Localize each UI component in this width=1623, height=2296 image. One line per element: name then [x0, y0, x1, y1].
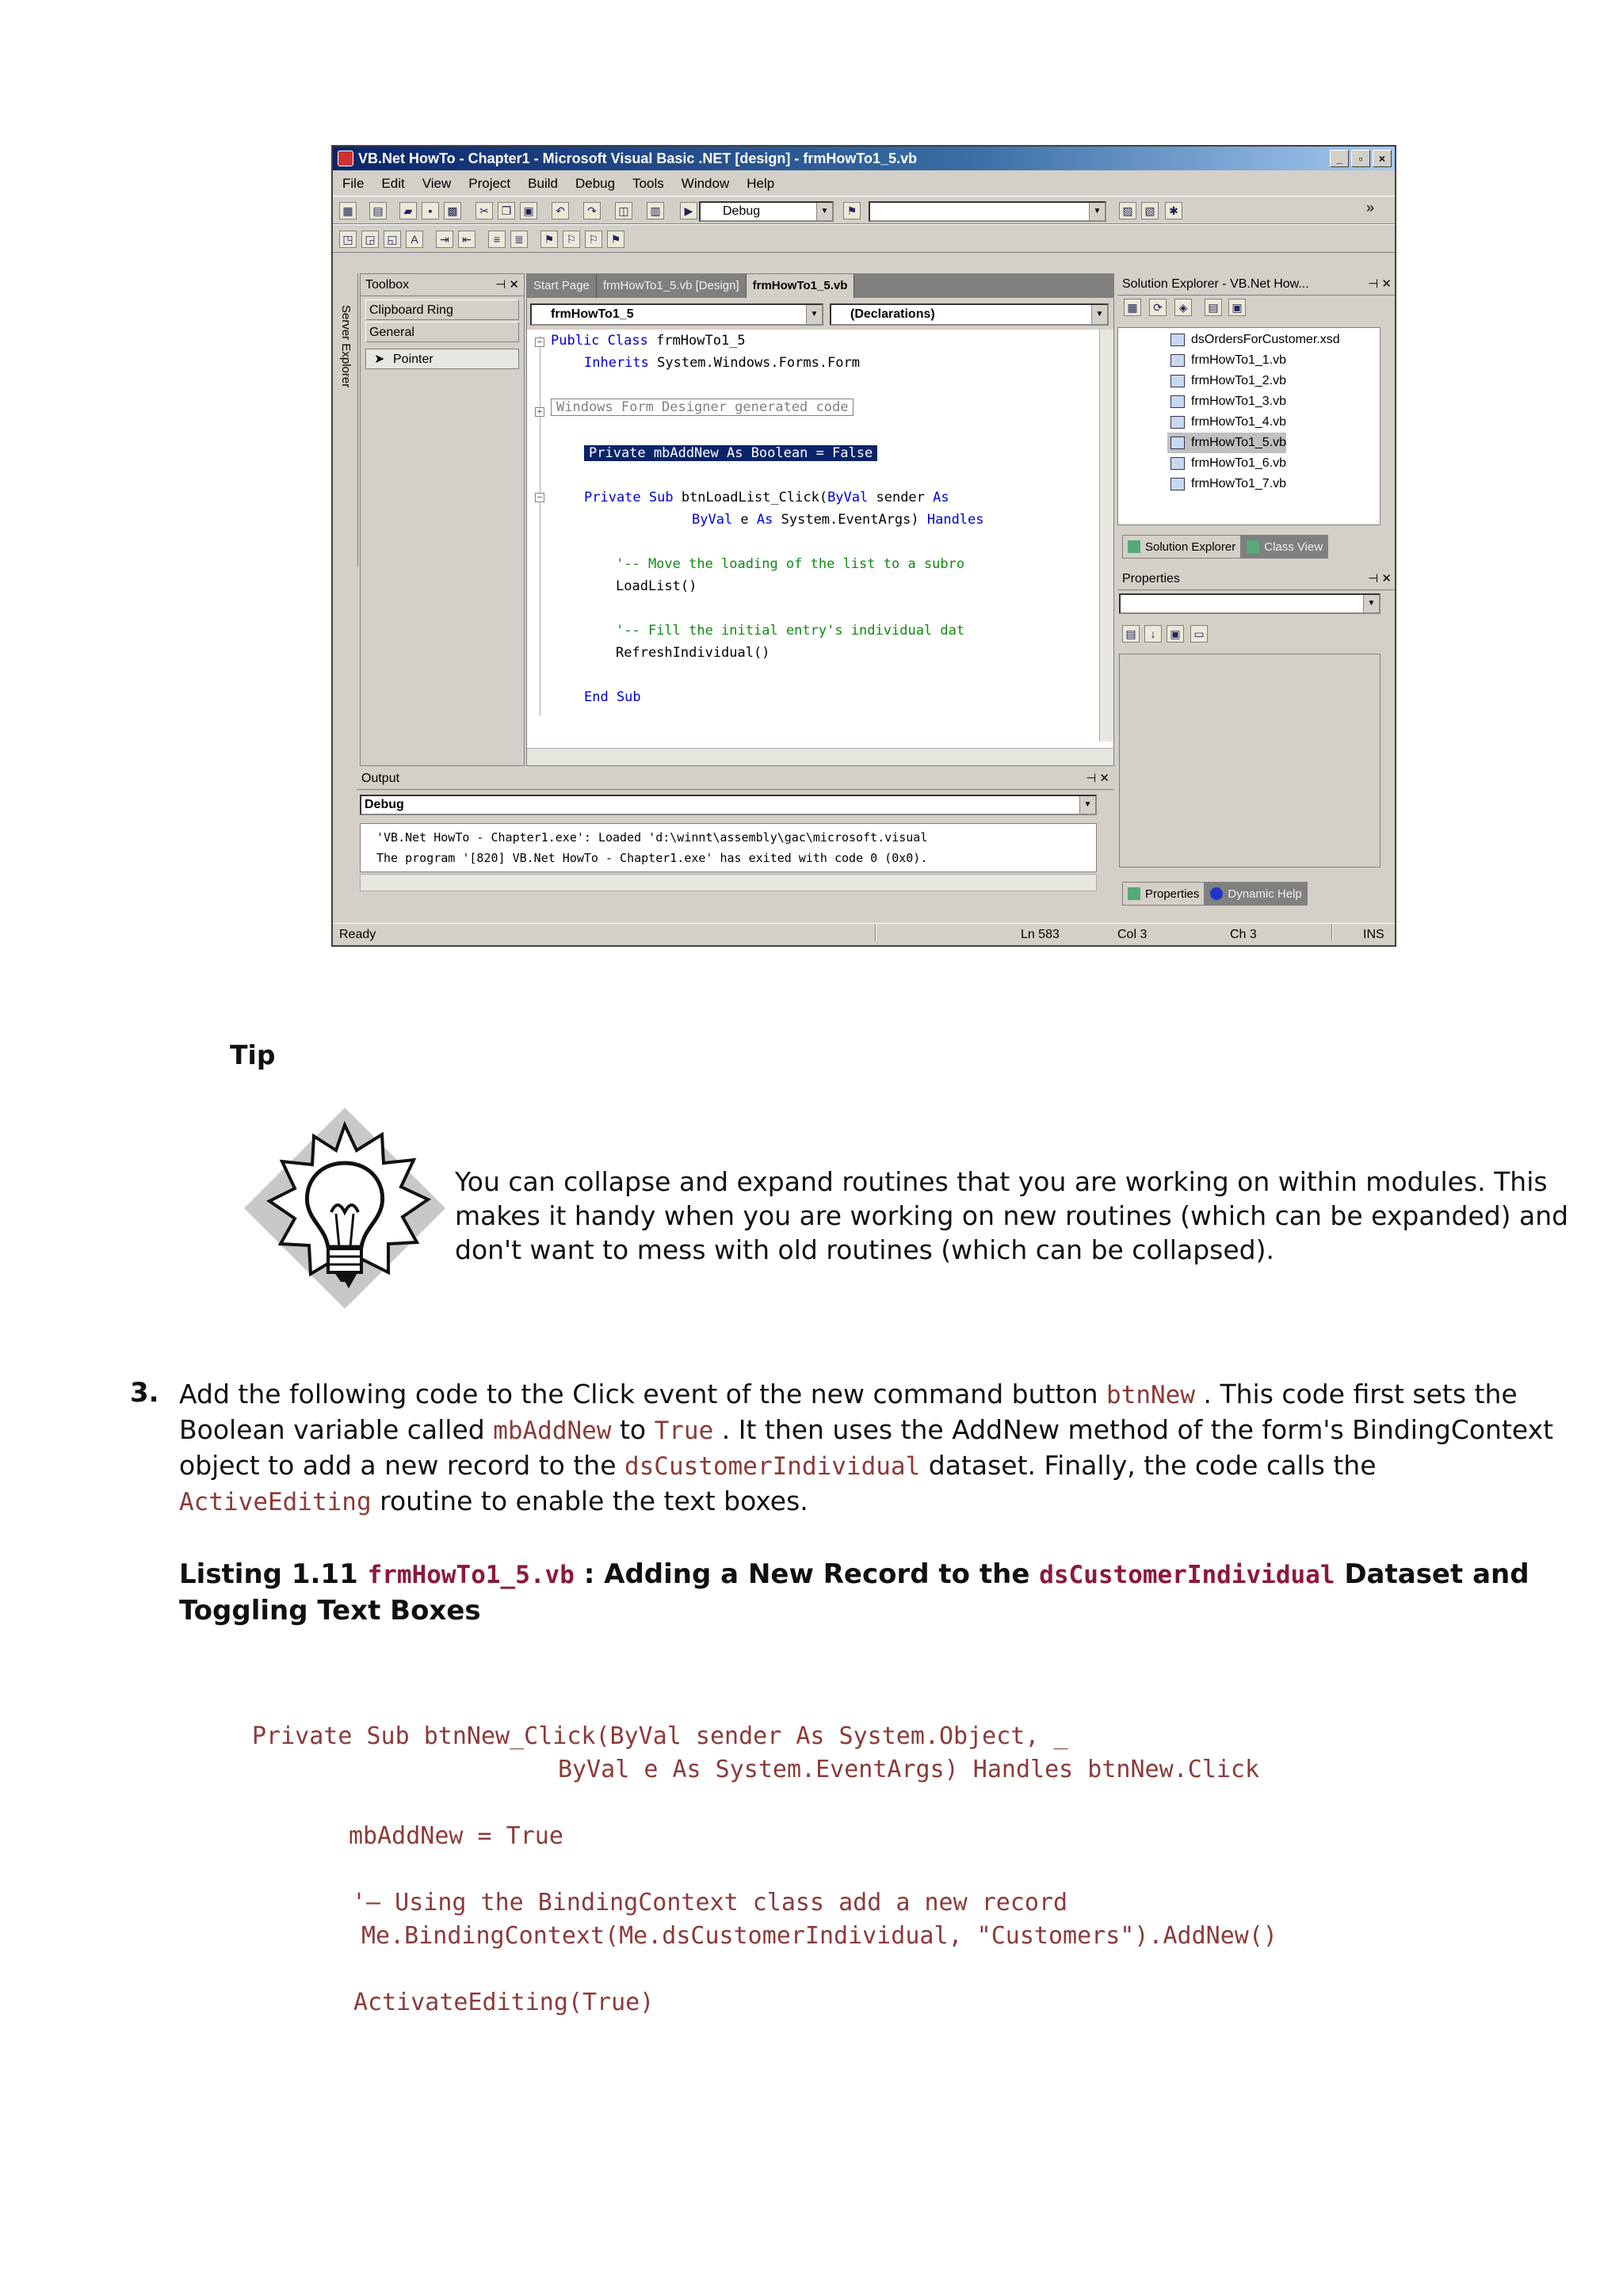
code-comment: '-- Move the loading of the list to a subro	[616, 556, 965, 572]
listing-caption	[179, 1557, 1566, 1629]
start-icon[interactable]: ▶	[680, 202, 697, 219]
pin-icon[interactable]: ⊣ ✕	[1086, 772, 1109, 785]
output-text[interactable]	[360, 823, 1097, 872]
outdent-icon[interactable]: ⇤	[458, 231, 475, 248]
vb-file-icon	[1170, 354, 1185, 367]
cut-icon[interactable]: ✂	[475, 202, 493, 219]
status-column: Col 3	[1117, 928, 1148, 941]
window-title: VB.Net HowTo - Chapter1 - Microsoft Visual Basic .NET [design] - frmHowTo1_5.vb	[358, 151, 918, 166]
status-bar	[333, 923, 1395, 945]
output-header	[357, 768, 1114, 790]
solution-config-combo[interactable]	[699, 201, 834, 222]
status-divider	[1331, 924, 1333, 941]
member-combo-value: (Declarations)	[850, 307, 935, 321]
status-ready: Ready	[339, 928, 376, 941]
solution-explorer-icon[interactable]: ▨	[1119, 202, 1136, 219]
output-line: The program '[820] VB.Net HowTo - Chapter1.exe' has exited with code 0 (0x0).	[376, 851, 928, 865]
status-ins: INS	[1363, 928, 1384, 941]
step-text: to	[611, 1414, 655, 1445]
tab-label: Dynamic Help	[1228, 887, 1302, 901]
view-designer-icon[interactable]: ▤	[1205, 299, 1222, 316]
uncomment-icon[interactable]: ≣	[510, 231, 528, 248]
toolbox-item-pointer[interactable]	[365, 349, 519, 369]
vb-file-icon	[1170, 416, 1185, 429]
next-bookmark-icon[interactable]: ⚐	[563, 231, 580, 248]
tab-solution-explorer[interactable]	[1122, 535, 1241, 559]
tree-item-label: frmHowTo1_7.vb	[1191, 477, 1287, 490]
indent-icon[interactable]: ⇥	[436, 231, 453, 248]
align-icon[interactable]: ◳	[339, 231, 357, 248]
solution-tabs	[1122, 535, 1328, 559]
step-number: 3.	[130, 1377, 159, 1409]
tree-item[interactable]	[1167, 412, 1286, 433]
tab-label: Properties	[1145, 887, 1200, 901]
clear-bookmarks-icon[interactable]: ⚑	[607, 231, 624, 248]
tab-form-design[interactable]: frmHowTo1_5.vb [Design]	[597, 274, 747, 298]
properties-icon[interactable]: ▣	[1228, 299, 1246, 316]
code-line: ActivateEditing(True)	[353, 1989, 655, 2016]
output-panel	[357, 768, 1114, 918]
selected-code-line: Private mbAddNew As Boolean = False	[584, 445, 877, 461]
vertical-scrollbar[interactable]	[1099, 330, 1113, 742]
tree-item-selected[interactable]	[1167, 433, 1286, 453]
categorized-icon[interactable]: ▤	[1122, 625, 1140, 643]
tree-item-label: frmHowTo1_2.vb	[1191, 374, 1287, 387]
toolbox-group-general[interactable]: General	[365, 322, 519, 342]
code-text: frmHowTo1_5	[647, 333, 746, 349]
tab-code-file[interactable]: frmHowTo1_5.vb	[747, 274, 855, 298]
chevron-down-icon: ▼	[1363, 595, 1379, 612]
maximize-button[interactable]: ▫	[1351, 150, 1370, 167]
refresh-icon[interactable]: ⟳	[1149, 299, 1167, 316]
property-pages-icon[interactable]: ▭	[1190, 625, 1208, 643]
properties-tabs	[1122, 882, 1308, 906]
code-inline: btnNew	[1106, 1381, 1195, 1409]
vb-file-icon	[1170, 395, 1185, 408]
comment-icon[interactable]: ≡	[488, 231, 506, 248]
close-button[interactable]: ×	[1373, 150, 1392, 167]
menu-file[interactable]: File	[342, 176, 365, 191]
tip-text: You can collapse and expand routines that you are working on within modules. This makes it handy when you are working on new routines (which can be expanded) and don't want to mess with old routines (which can be collapsed).	[455, 1166, 1569, 1265]
find-icon[interactable]: ⚑	[843, 202, 861, 219]
menu-tools[interactable]: Tools	[632, 176, 664, 191]
code-text: LoadList()	[616, 578, 697, 594]
output-source-combo[interactable]	[360, 795, 1097, 815]
listing-text: Dataset and Toggling Text Boxes	[179, 1558, 1529, 1627]
editor-tabs	[527, 274, 1113, 298]
code-line: '— Using the BindingContext class add a new record	[352, 1889, 1068, 1917]
code-inline: True	[654, 1417, 714, 1445]
find-combo[interactable]	[869, 201, 1106, 222]
code-text: System.EventArgs)	[773, 512, 927, 528]
toolbox-icon[interactable]: ✱	[1165, 202, 1182, 219]
code-text: e	[732, 512, 757, 528]
solution-icon	[1128, 540, 1140, 553]
tree-item-label: frmHowTo1_6.vb	[1191, 456, 1287, 470]
code-line: Me.BindingContext(Me.dsCustomerIndividual, "Customers").AddNew()	[361, 1922, 1277, 1950]
class-combo[interactable]	[530, 303, 823, 326]
code-text: sender	[868, 490, 934, 505]
tree-item-label: frmHowTo1_3.vb	[1191, 395, 1287, 408]
tree-item-label: frmHowTo1_5.vb	[1191, 436, 1287, 449]
server-explorer-label: Server Explorer	[339, 305, 353, 388]
tree-item[interactable]	[1167, 371, 1286, 391]
tile-icon[interactable]: ▥	[647, 202, 664, 219]
class-combo-value: frmHowTo1_5	[551, 307, 634, 321]
step-text: . This code first sets the Boolean variable called	[179, 1379, 1518, 1445]
standard-toolbar	[333, 196, 1395, 224]
menu-bar	[333, 172, 1395, 196]
object-combo[interactable]	[1119, 593, 1381, 614]
tab-order-icon[interactable]: ◱	[384, 231, 401, 248]
open-file-icon[interactable]: ▰	[399, 202, 417, 219]
toolbar-overflow-icon[interactable]: »	[1366, 200, 1375, 215]
status-divider	[875, 924, 876, 941]
code-line: Private Sub btnNew_Click(ByVal sender As System.Object, _	[252, 1722, 1068, 1750]
code-text: RefreshIndividual()	[616, 645, 770, 661]
properties-header	[1117, 568, 1396, 590]
pointer-icon: ➤	[374, 353, 385, 366]
chevron-down-icon: ▼	[1079, 796, 1095, 814]
properties-panel	[1117, 568, 1396, 917]
menu-edit[interactable]: Edit	[381, 176, 405, 191]
code-keyword: End Sub	[584, 689, 641, 705]
help-icon	[1210, 887, 1223, 900]
tip-label: Tip	[230, 1039, 276, 1070]
save-icon[interactable]: ▪	[422, 202, 439, 219]
listing-text: : Adding a New Record to the	[574, 1558, 1040, 1590]
toolbox-group-clipboard[interactable]: Clipboard Ring	[365, 299, 519, 320]
pin-icon[interactable]: ⊣ ✕	[1368, 572, 1392, 585]
chevron-down-icon: ▼	[1089, 203, 1105, 220]
chevron-down-icon: ▼	[1091, 305, 1107, 324]
solution-explorer-panel	[1117, 273, 1396, 566]
output-scrollbar[interactable]	[360, 874, 1097, 891]
code-area[interactable]	[527, 330, 1101, 742]
code-keyword: As	[756, 512, 773, 528]
add-item-icon[interactable]: ▤	[369, 202, 387, 219]
member-combo[interactable]	[830, 303, 1109, 326]
font-size-icon[interactable]: A	[406, 231, 423, 248]
output-line: 'VB.Net HowTo - Chapter1.exe': Loaded 'd:\winnt\assembly\gac\microsoft.visual	[376, 830, 928, 845]
menu-build[interactable]: Build	[528, 176, 558, 191]
toolbox-header	[361, 274, 524, 296]
menu-window[interactable]: Window	[681, 176, 730, 191]
code-keyword: Public Class	[551, 333, 648, 349]
show-all-files-icon[interactable]: ▦	[1124, 299, 1141, 316]
layout-toolbar	[333, 224, 1395, 253]
code-keyword: ByVal	[692, 512, 733, 528]
code-keyword: Inherits	[584, 355, 649, 371]
code-inline: dsCustomerIndividual	[624, 1452, 921, 1481]
code-keyword: ByVal	[827, 490, 869, 505]
solution-explorer-header	[1117, 273, 1396, 296]
code-comment: '-- Fill the initial entry's individual dat	[616, 623, 965, 639]
properties-grid	[1119, 654, 1381, 868]
output-title: Output	[361, 772, 400, 785]
status-line: Ln 583	[1021, 928, 1060, 941]
step-text: dataset. Finally, the code calls the	[920, 1450, 1377, 1481]
solution-explorer-title: Solution Explorer - VB.Net How...	[1122, 277, 1309, 291]
pointer-label: Pointer	[393, 353, 433, 366]
lightbulb-icon	[238, 1101, 452, 1315]
tree-item[interactable]	[1167, 391, 1286, 412]
layout-icon[interactable]: ◲	[361, 231, 379, 248]
menu-view[interactable]: View	[422, 176, 452, 191]
chevron-down-icon: ▼	[816, 203, 832, 220]
copy-icon[interactable]: ❐	[498, 202, 515, 219]
collapsed-region[interactable]: Windows Form Designer generated code	[551, 399, 854, 416]
chevron-down-icon: ▼	[806, 305, 822, 324]
code-keyword: As	[933, 490, 949, 505]
tree-item[interactable]	[1167, 330, 1340, 350]
listing-code: frmHowTo1_5.vb	[367, 1561, 575, 1589]
vb-file-icon	[1170, 457, 1185, 470]
config-combo-value: Debug	[723, 204, 761, 218]
vb-file-icon	[1170, 437, 1185, 449]
properties-icon[interactable]: ▧	[1141, 202, 1159, 219]
server-explorer-strip[interactable]	[334, 273, 358, 566]
redo-icon[interactable]: ↷	[583, 202, 601, 219]
collapse-icon[interactable]: −	[535, 338, 544, 347]
step-text: routine to enable the text boxes.	[371, 1486, 808, 1516]
save-all-icon[interactable]: ▩	[444, 202, 461, 219]
menu-project[interactable]: Project	[468, 176, 511, 191]
menu-debug[interactable]: Debug	[575, 176, 616, 191]
horizontal-scrollbar[interactable]	[527, 748, 1113, 765]
vb-file-icon	[1170, 375, 1185, 387]
step-text: Add the following code to the Click event of the new command button	[179, 1379, 1106, 1409]
code-text: btnLoadList_Click(	[673, 490, 828, 505]
new-project-icon[interactable]: ▦	[339, 202, 357, 219]
pin-icon[interactable]: ⊣ ✕	[495, 278, 519, 292]
tab-start-page[interactable]: Start Page	[527, 274, 597, 298]
step-paragraph	[179, 1377, 1558, 1520]
tab-class-view[interactable]	[1241, 535, 1328, 559]
tree-item[interactable]	[1167, 350, 1286, 371]
code-keyword: Private Sub	[584, 490, 674, 505]
toolbox-title: Toolbox	[365, 278, 410, 292]
tree-item-label: frmHowTo1_4.vb	[1191, 415, 1287, 429]
menu-help[interactable]: Help	[747, 176, 775, 191]
class-view-icon	[1247, 540, 1259, 553]
minimize-button[interactable]: _	[1330, 150, 1349, 167]
code-keyword: Handles	[926, 512, 984, 528]
vb-file-icon	[1170, 478, 1185, 490]
undo-icon[interactable]: ↶	[552, 202, 569, 219]
solution-tree	[1117, 327, 1381, 525]
code-text: System.Windows.Forms.Form	[648, 355, 860, 371]
navigate-icon[interactable]: ◫	[615, 202, 632, 219]
editor-combos	[527, 298, 1113, 330]
expand-icon[interactable]: +	[535, 407, 544, 417]
code-editor	[526, 273, 1114, 766]
pin-icon[interactable]: ⊣ ✕	[1368, 277, 1392, 291]
paste-icon[interactable]: ▣	[520, 202, 537, 219]
xsd-file-icon	[1170, 334, 1185, 346]
window-titlebar	[333, 147, 1395, 170]
output-combo-value: Debug	[365, 798, 404, 811]
code-line: ByVal e As System.EventArgs) Handles btnNew.Click	[558, 1756, 1260, 1783]
code-line: mbAddNew = True	[349, 1822, 563, 1850]
tree-item[interactable]	[1167, 474, 1286, 494]
view-code-icon[interactable]: ◈	[1174, 299, 1192, 316]
toolbox-panel	[360, 273, 525, 766]
tab-properties[interactable]	[1122, 882, 1205, 906]
properties-view-icon[interactable]: ▣	[1167, 625, 1184, 643]
properties-icon	[1128, 887, 1140, 900]
tab-label: Solution Explorer	[1145, 540, 1236, 554]
app-icon	[338, 151, 353, 166]
collapse-icon[interactable]: −	[535, 493, 544, 502]
listing-code: dsCustomerIndividual	[1039, 1561, 1335, 1589]
listing-text: Listing 1.11	[179, 1558, 368, 1590]
code-inline: mbAddNew	[493, 1417, 612, 1445]
step-text: . It then uses the AddNew method of the form's BindingContext object to add a new record to the	[179, 1414, 1554, 1481]
tab-label: Class View	[1264, 540, 1323, 554]
status-char: Ch 3	[1230, 928, 1257, 941]
tree-item-label: dsOrdersForCustomer.xsd	[1191, 333, 1340, 346]
prev-bookmark-icon[interactable]: ⚐	[585, 231, 602, 248]
ide-screenshot	[331, 145, 1396, 947]
tree-item[interactable]	[1167, 453, 1286, 474]
bookmark-icon[interactable]: ⚑	[540, 231, 558, 248]
tab-dynamic-help[interactable]	[1205, 882, 1307, 906]
alphabetical-icon[interactable]: ↓	[1144, 625, 1162, 643]
properties-title: Properties	[1122, 572, 1180, 585]
code-inline: ActiveEditing	[179, 1488, 372, 1516]
tree-item-label: frmHowTo1_1.vb	[1191, 353, 1287, 367]
